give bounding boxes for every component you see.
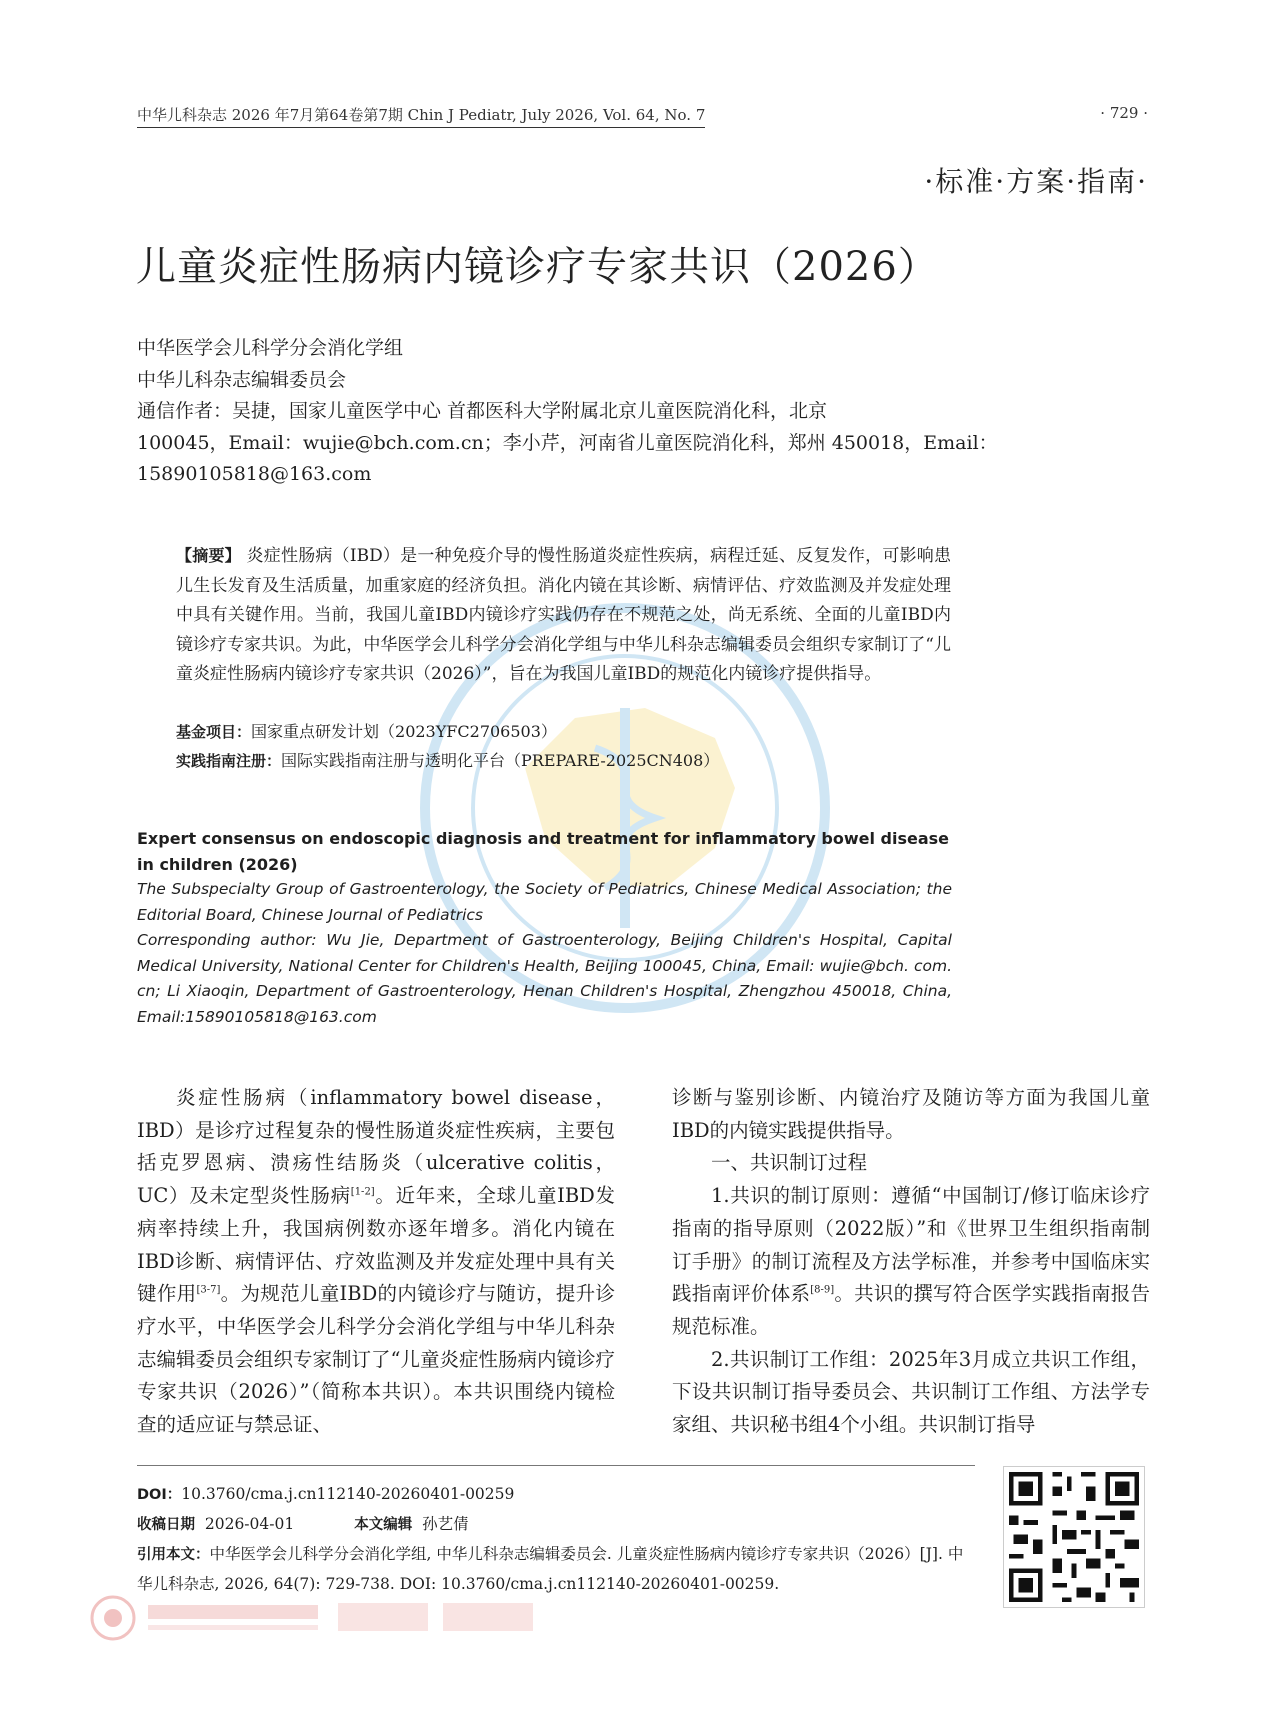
publisher-logo-watermark: [88, 1593, 568, 1643]
corresponding-line-3: 15890105818@163.com: [137, 463, 372, 485]
doi-label: DOI：: [137, 1487, 182, 1503]
registration-line: [176, 748, 719, 771]
author-org-2: 中华儿科杂志编辑委员会: [137, 368, 347, 391]
english-title: Expert consensus on endoscopic diagnosis and treatment for inflammatory bowel disease in children (2026): [137, 829, 950, 874]
section-label: ·标准·方案·指南·: [924, 165, 1148, 198]
abstract-label: 【摘要】: [176, 546, 241, 565]
body-text: 。近年来，全球儿童IBD发病率持续上升，我国病例数亦逐年增多。消化内镜在IBD诊断、病情评估、疗效监测及并发症处理中具有关键作用: [137, 1184, 615, 1306]
received-date: 2026-04-01: [204, 1515, 295, 1533]
body-paragraph: [672, 1180, 1150, 1344]
body-paragraph: [137, 1082, 615, 1442]
abstract: [176, 541, 951, 690]
received-line: [137, 1510, 975, 1540]
citation-line: [137, 1540, 975, 1599]
cite-label: 引用本文：: [137, 1547, 210, 1563]
citation-ref: [1-2]: [350, 1186, 375, 1198]
english-corresponding: Corresponding author: Wu Jie, Department of Gastroenterology, Beijing Children's Hospital, Capital Medical University, National Center for Children's Health, Beijing 100045, China, Email: wujie@bch. com. cn; Li Xiaoqin, Department of Gastroenterology, Henan Children's Hospital, Zhengzhou 450018, China, Email:15890105818@163.com: [137, 931, 952, 1026]
editor-name: 孙艺倩: [422, 1515, 469, 1533]
citation-ref: [3-7]: [196, 1284, 221, 1296]
funding-label: 基金项目：: [176, 723, 252, 741]
corresponding-line-1: 通信作者：吴捷，国家儿童医学中心 首都医科大学附属北京儿童医院消化科，北京: [137, 400, 828, 422]
running-header: 中华儿科杂志 2026 年7月第64卷第7期 Chin J Pediatr, July 2026, Vol. 64, No. 7: [137, 104, 705, 128]
body-paragraph: 诊断与鉴别诊断、内镜治疗及随访等方面为我国儿童IBD的内镜实践提供指导。: [672, 1086, 1150, 1142]
author-org-1: 中华医学会儿科学分会消化学组: [137, 337, 404, 359]
article-title: 儿童炎症性肠病内镜诊疗专家共识（2026）: [136, 244, 939, 290]
editor-label: 本文编辑: [354, 1517, 413, 1533]
body-column-left: [137, 1082, 615, 1442]
english-abstract-header: [137, 826, 952, 1030]
registration-text: 国际实践指南注册与透明化平台（PREPARE-2025CN408）: [281, 751, 720, 770]
body-paragraph: 2.共识制订工作组：2025年3月成立共识工作组，下设共识制订指导委员会、共识制订工作组、方法学专家组、共识秘书组4个小组。共识制订指导: [672, 1347, 1150, 1437]
doi-line: [137, 1480, 975, 1510]
qr-code-icon[interactable]: [1003, 1466, 1145, 1608]
received-label: 收稿日期: [137, 1517, 195, 1533]
body-column-right: [672, 1082, 1150, 1442]
section-heading: 一、共识制订过程: [711, 1151, 868, 1175]
abstract-text: 炎症性肠病（IBD）是一种免疫介导的慢性肠道炎症性疾病，病程迁延、反复发作，可影响患儿生长发育及生活质量，加重家庭的经济负担。消化内镜在其诊断、病情评估、疗效监测及并发症处理中具有关键作用。当前，我国儿童IBD内镜诊疗实践仍存在不规范之处，尚无系统、全面的儿童IBD内镜诊疗专家共识。为此，中华医学会儿科学分会消化学组与中华儿科杂志编辑委员会组织专家制订了“儿童炎症性肠病内镜诊疗专家共识（2026）”，旨在为我国儿童IBD的规范化内镜诊疗提供指导。: [176, 546, 951, 684]
funding-line: [176, 719, 557, 742]
english-authors: The Subspecialty Group of Gastroenterology, the Society of Pediatrics, Chinese Medical Association; the Editorial Board, Chinese Journal of Pediatrics: [137, 880, 952, 924]
body-text: 。共识的撰写符合医学实践指南报告规范标准。: [672, 1282, 1150, 1338]
body-text: 炎症性肠病（inflammatory bowel disease，IBD）是诊疗过程复杂的慢性肠道炎症性疾病，主要包括克罗恩病、溃疡性结肠炎（ulcerative colitis，UC）及未定型炎性肠病: [137, 1086, 615, 1208]
author-block: [137, 333, 998, 491]
page-number: · 729 ·: [1100, 104, 1148, 122]
body-text: 。为规范儿童IBD的内镜诊疗与随访，提升诊疗水平，中华医学会儿科学分会消化学组与中华儿科杂志编辑委员会组织专家制订了“儿童炎症性肠病内镜诊疗专家共识（2026）”（简称本共识）。本共识围绕内镜检查的适应证与禁忌证、: [137, 1282, 615, 1437]
corresponding-line-2: 100045，Email：wujie@bch.com.cn；李小芹，河南省儿童医院消化科，郑州 450018，Email：: [137, 431, 998, 454]
doi-link[interactable]: 10.3760/cma.j.cn112140-20260401-00259: [181, 1485, 515, 1503]
footer-divider: [137, 1465, 975, 1466]
footnote-block: [137, 1480, 975, 1599]
body-text: 1.共识的制订原则：遵循“中国制订/修订临床诊疗指南的指导原则（2022版）”和《世界卫生组织指南制订手册》的制订流程及方法学标准，并参考中国临床实践指南评价体系: [672, 1184, 1150, 1306]
registration-label: 实践指南注册：: [176, 752, 282, 770]
citation-ref: [8-9]: [810, 1284, 835, 1296]
cite-text: 中华医学会儿科学分会消化学组, 中华儿科杂志编辑委员会. 儿童炎症性肠病内镜诊疗专家共识（2026）[J]. 中华儿科杂志, 2026, 64(7): 729-738. DOI: 10.3760/cma.j.cn112140-20260401-00259.: [137, 1545, 964, 1593]
funding-text: 国家重点研发计划（2023YFC2706503）: [251, 722, 557, 741]
